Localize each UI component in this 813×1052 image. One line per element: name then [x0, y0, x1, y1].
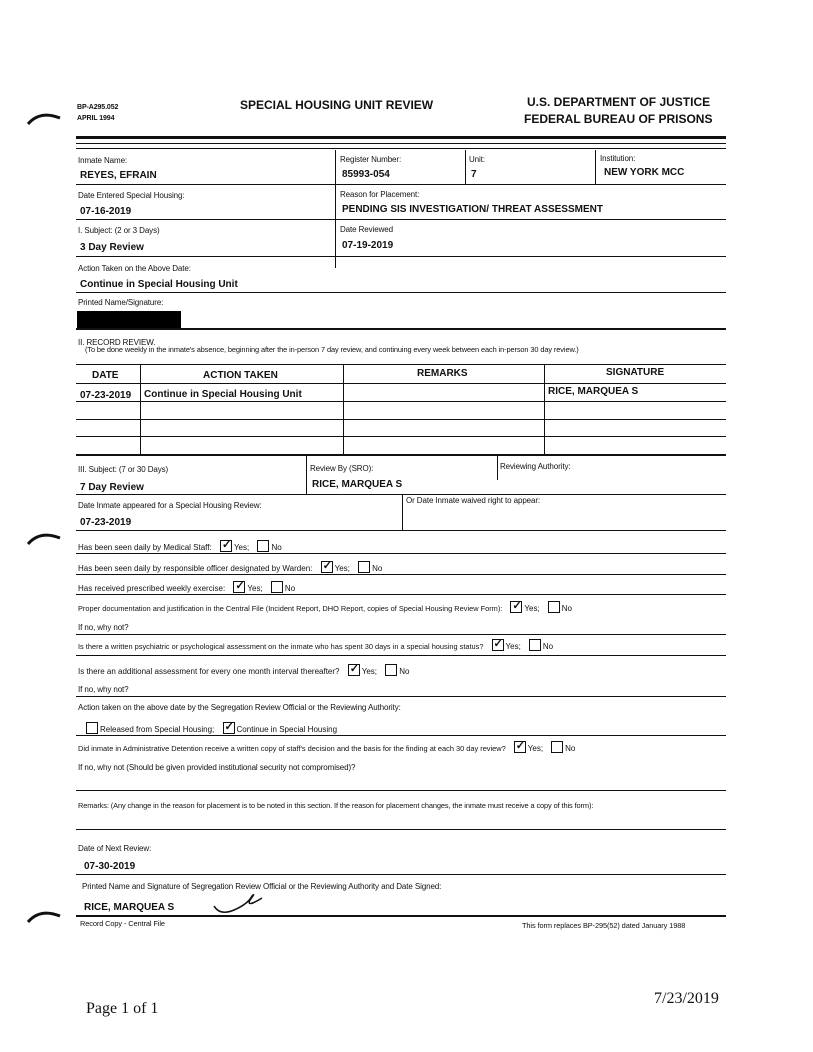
- additional-yes-checkbox[interactable]: [348, 664, 360, 676]
- inmate-name: REYES, EFRAIN: [80, 170, 157, 181]
- appeared-date: 07-23-2019: [80, 517, 132, 528]
- form-number: BP-A295.052: [77, 104, 119, 111]
- register-label: Register Number:: [340, 155, 402, 164]
- admin-no-checkbox[interactable]: [551, 741, 563, 753]
- col-action: ACTION TAKEN: [203, 370, 278, 381]
- q-additional: Is there an additional assessment for every one month interval thereafter? ✓ Yes; No: [78, 664, 409, 676]
- page-title: SPECIAL HOUSING UNIT REVIEW: [240, 98, 434, 112]
- exercise-no-checkbox[interactable]: [271, 581, 283, 593]
- institution-value: NEW YORK MCC: [604, 167, 685, 178]
- record-note: (To be done weekly in the inmate's absence, beginning after the in-person 7 day review, and continuing every week between each in-person 30 day review.): [85, 345, 579, 354]
- form-date: APRIL 1994: [77, 115, 115, 122]
- additional-no-checkbox[interactable]: [385, 664, 397, 676]
- warden-no-checkbox[interactable]: [358, 561, 370, 573]
- medical-no-checkbox[interactable]: [257, 540, 269, 552]
- col-date: DATE: [92, 370, 119, 381]
- bureau: FEDERAL BUREAU OF PRISONS: [524, 112, 713, 126]
- sec3-subject-label: III. Subject: (7 or 30 Days): [78, 465, 169, 474]
- q-action: Action taken on the above date by the Segregation Review Official or the Reviewing Authority:: [78, 703, 401, 712]
- print-date: 7/23/2019: [654, 990, 719, 1007]
- punch-mark-2: [26, 528, 62, 546]
- action-label: Action Taken on the Above Date:: [78, 264, 191, 273]
- q-medical: Has been seen daily by Medical Staff: ✓ Yes; No: [78, 540, 282, 552]
- row1-action: Continue in Special Housing Unit: [144, 389, 302, 400]
- replaces-note: This form replaces BP-295(52) dated January 1988: [522, 921, 686, 930]
- review-by-label: Review By (SRO):: [310, 464, 374, 473]
- reason-value: PENDING SIS INVESTIGATION/ THREAT ASSESSMENT: [342, 204, 603, 215]
- sec3-subject: 7 Day Review: [80, 482, 144, 493]
- page-number: Page 1 of 1: [86, 1000, 159, 1017]
- subject-value: 3 Day Review: [80, 242, 144, 253]
- next-review-date: 07-30-2019: [84, 861, 136, 872]
- redaction-block: [77, 311, 181, 329]
- subject-label: I. Subject: (2 or 3 Days): [78, 226, 160, 235]
- psych-no-checkbox[interactable]: [529, 639, 541, 651]
- institution-label: Institution:: [600, 154, 636, 163]
- row1-date: 07-23-2019: [80, 390, 132, 401]
- medical-yes-checkbox[interactable]: [220, 540, 232, 552]
- unit-value: 7: [471, 169, 477, 180]
- col-signature: SIGNATURE: [606, 367, 665, 378]
- record-copy: Record Copy - Central File: [80, 919, 165, 928]
- q-documentation: Proper documentation and justification in the Central File (Incident Report, DHO Report, copies of Special Housing Review Form): ✓ Yes; No: [78, 601, 572, 613]
- why-not-3: If no, why not (Should be given provided institutional security not compromised)?: [78, 763, 356, 772]
- row1-signature: RICE, MARQUEA S: [548, 386, 639, 397]
- admin-yes-checkbox[interactable]: [514, 741, 526, 753]
- action-options: Released from Special Housing; ✓ Continue in Special Housing: [86, 722, 337, 734]
- unit-label: Unit:: [469, 155, 485, 164]
- inmate-name-label: Inmate Name:: [78, 156, 128, 165]
- psych-yes-checkbox[interactable]: [492, 639, 504, 651]
- printed-label: Printed Name/Signature:: [78, 298, 164, 307]
- date-entered: 07-16-2019: [80, 206, 132, 217]
- q-admin: Did inmate in Administrative Detention receive a written copy of staff's decision and the basis for the finding at each 30 day review? ✓ Yes; No: [78, 741, 575, 753]
- continue-checkbox[interactable]: [223, 722, 235, 734]
- next-review-label: Date of Next Review:: [78, 844, 152, 853]
- documentation-yes-checkbox[interactable]: [510, 601, 522, 613]
- department: U.S. DEPARTMENT OF JUSTICE: [527, 95, 711, 109]
- date-reviewed-label: Date Reviewed: [340, 225, 393, 234]
- q-psych: Is there a written psychiatric or psychological assessment on the inmate who has spent 30 days in a special housing status? ✓ Yes; No: [78, 639, 553, 651]
- action-value: Continue in Special Housing Unit: [80, 279, 238, 290]
- review-by: RICE, MARQUEA S: [312, 479, 403, 490]
- date-reviewed: 07-19-2019: [342, 240, 394, 251]
- why-not-1: If no, why not?: [78, 623, 129, 632]
- record-heading: II. RECORD REVIEW.: [78, 338, 156, 347]
- punch-mark-1: [26, 108, 62, 126]
- released-checkbox[interactable]: [86, 722, 98, 734]
- warden-yes-checkbox[interactable]: [321, 561, 333, 573]
- appeared-label: Date Inmate appeared for a Special Housing Review:: [78, 501, 262, 510]
- reason-label: Reason for Placement:: [340, 190, 420, 199]
- date-entered-label: Date Entered Special Housing:: [78, 191, 185, 200]
- remarks-label: Remarks: (Any change in the reason for placement is to be noted in this section. If the reason for placement changes, the inmate must receive a copy of this form):: [78, 801, 594, 810]
- documentation-no-checkbox[interactable]: [548, 601, 560, 613]
- exercise-yes-checkbox[interactable]: [233, 581, 245, 593]
- waived-label: Or Date Inmate waived right to appear:: [406, 496, 541, 505]
- authority-label: Reviewing Authority:: [500, 462, 571, 471]
- why-not-2: If no, why not?: [78, 685, 129, 694]
- register-number: 85993-054: [342, 169, 390, 180]
- punch-mark-3: [26, 906, 62, 924]
- q-exercise: Has received prescribed weekly exercise: ✓ Yes; No: [78, 581, 295, 593]
- signed-label: Printed Name and Signature of Segregation Review Official or the Reviewing Authority and Date Signed:: [82, 882, 442, 891]
- signed-name: RICE, MARQUEA S: [84, 902, 175, 913]
- q-warden: Has been seen daily by responsible officer designated by Warden: ✓ Yes; No: [78, 561, 382, 573]
- col-remarks: REMARKS: [417, 368, 468, 379]
